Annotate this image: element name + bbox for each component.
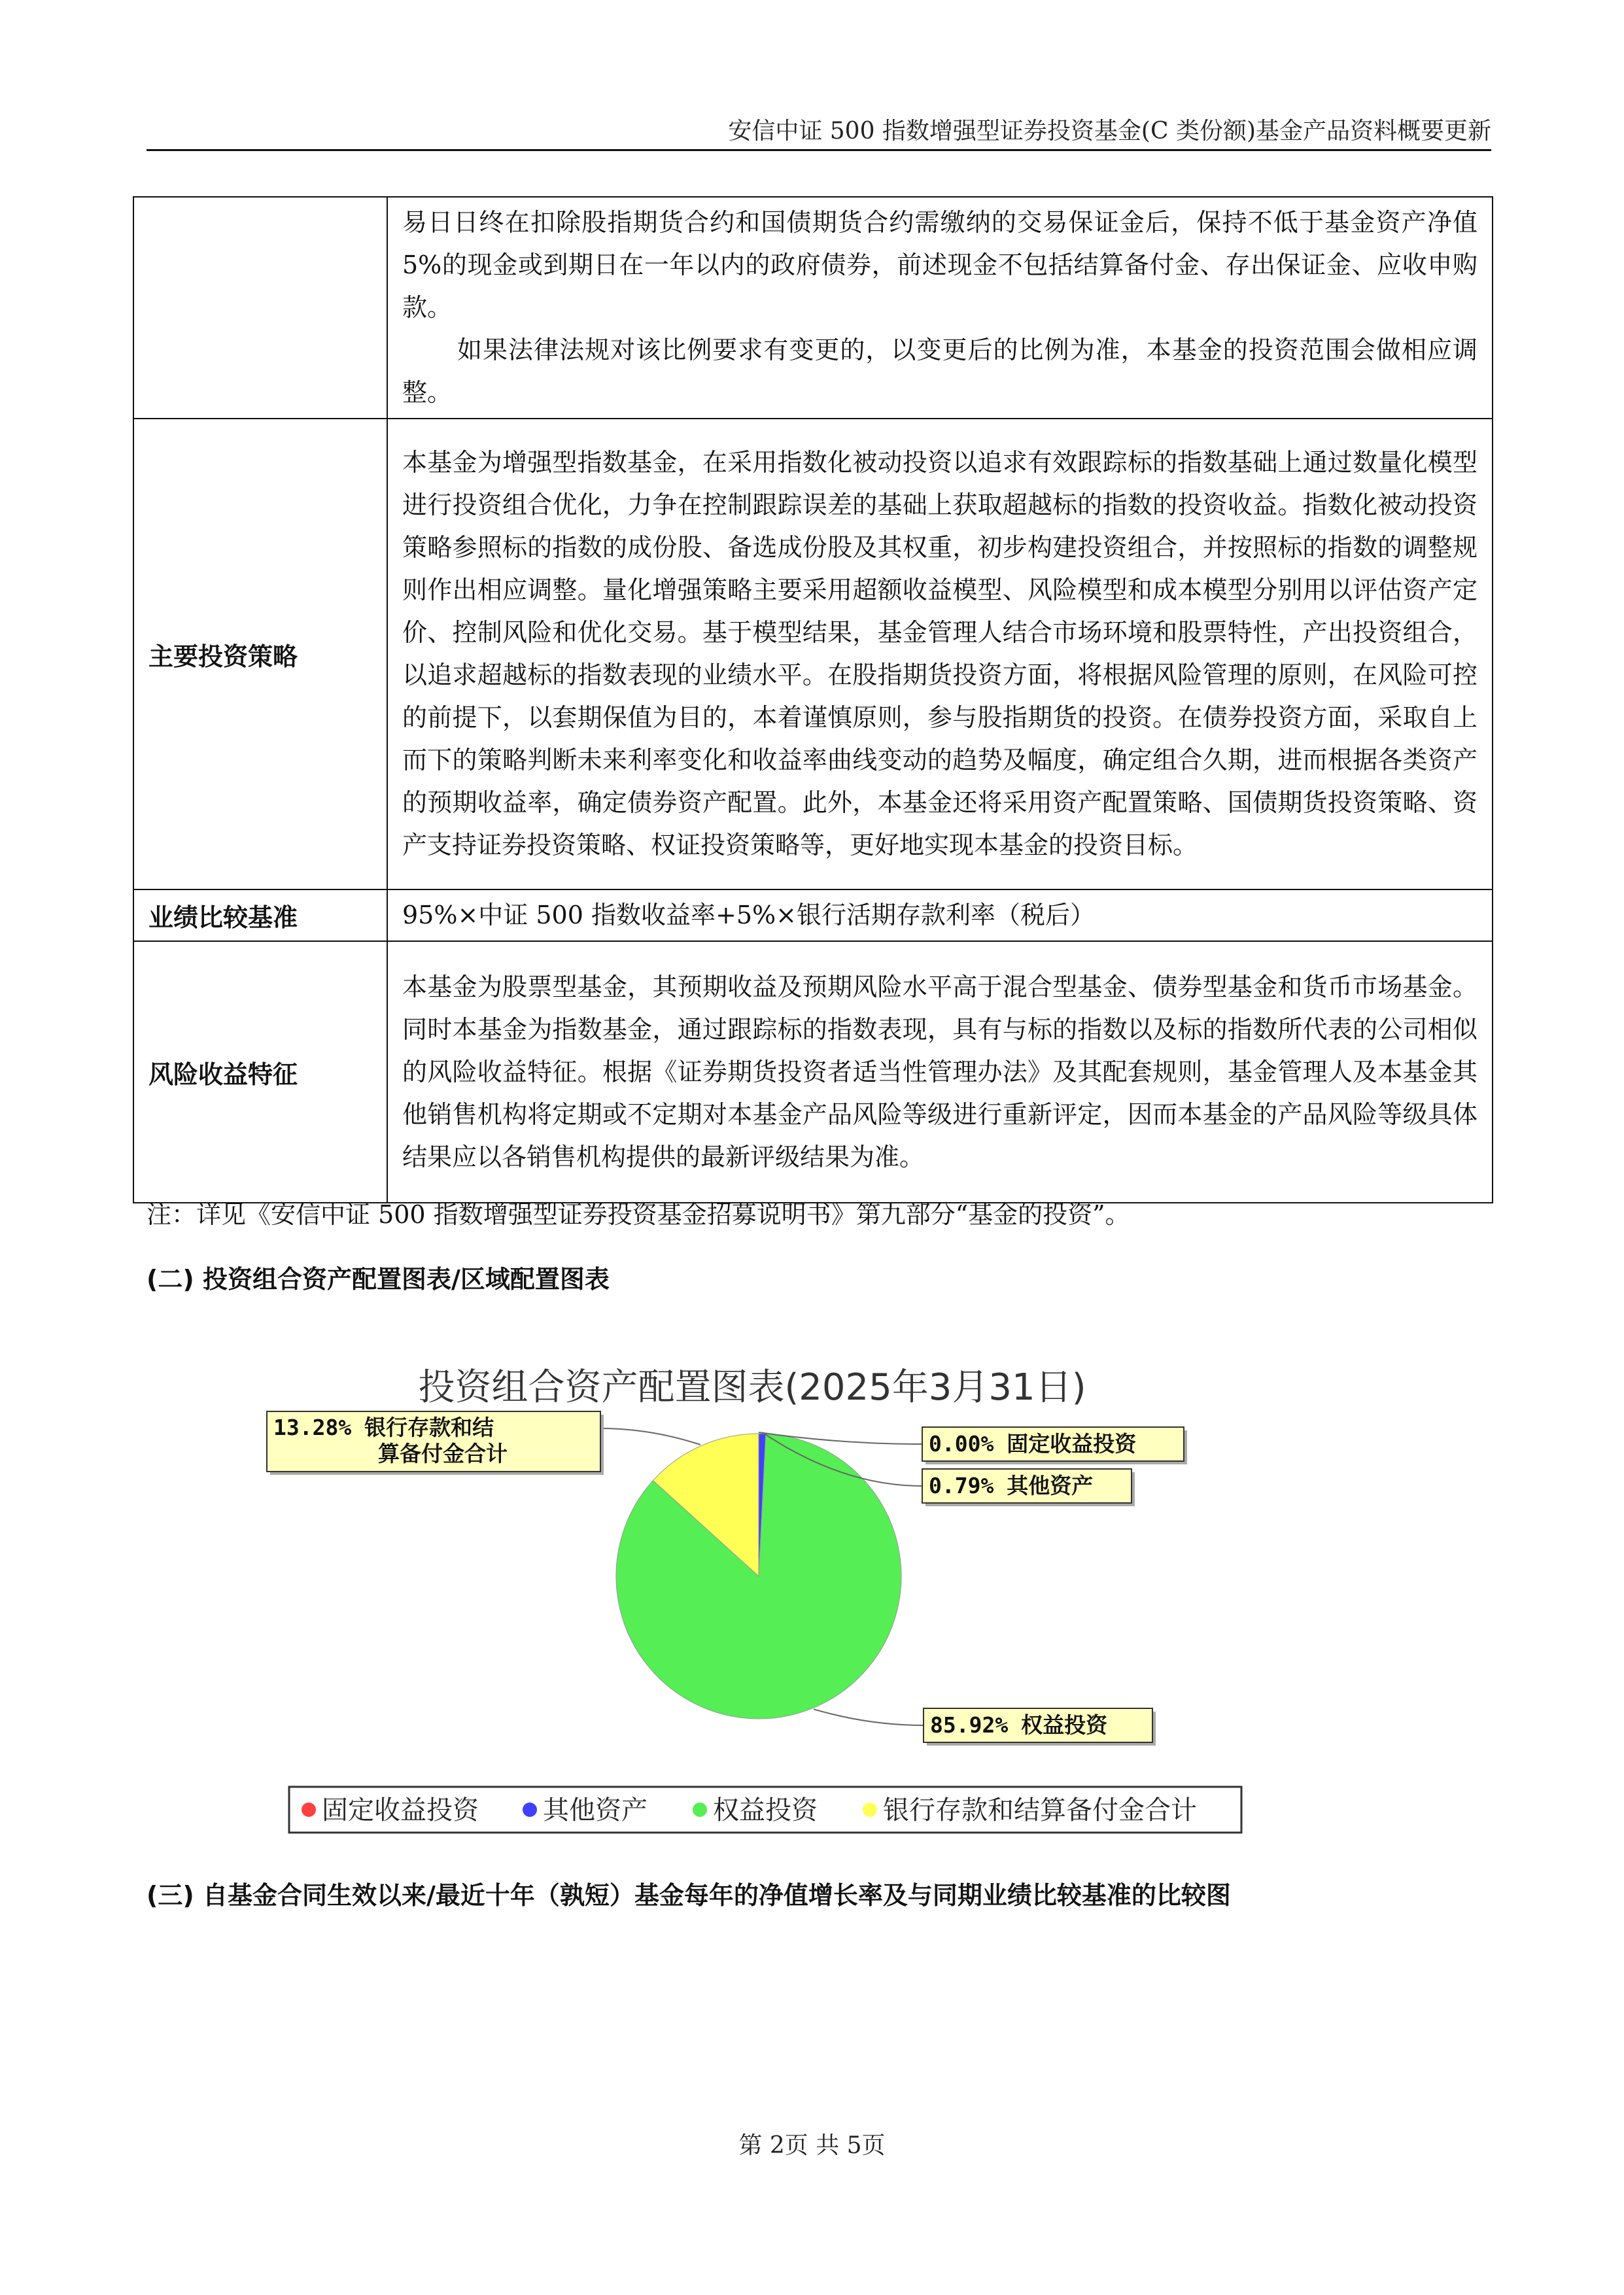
legend-label-3: 银行存款和结算备付金合计 bbox=[883, 1795, 1197, 1825]
callout-leader-2 bbox=[814, 1709, 924, 1725]
callout-label-1: 0.79% 其他资产 bbox=[929, 1473, 1094, 1498]
strategy-text: 本基金为增强型指数基金，在采用指数化被动投资以追求有效跟踪标的指数基础上通过数量化模型进行投资组合优化，力争在控制跟踪误差的基础上获取超越标的指数的投资收益。指数化被动投资策略参照标的指数的成份股、备选成份股及其权重，初步构建投资组合，并按照标的指数的调整规则作出相应调整。量化增强策略主要采用超额收益模型、风险模型和成本模型分别用以评估资产定价、控制风险和优化交易。基于模型结果，基金管理人结合市场环境和股票特性，产出投资组合，以追求超越标的指数表现的业绩水平。在股指期货投资方面，将根据风险管理的原则，在风险可控的前提下，以套期保值为目的，本着谨慎原则，参与股指期货的投资。在债券投资方面，采取自上而下的策略判断未来利率变化和收益率曲线变动的趋势及幅度，确定组合久期，进而根据各类资产的预期收益率，确定债券资产配置。此外，本基金还将采用资产配置策略、国债期货投资策略、资产支持证券投资策略、权证投资策略等，更好地实现本基金的投资目标。 bbox=[387, 419, 1493, 889]
callout-label-2: 85.92% 权益投资 bbox=[930, 1712, 1108, 1738]
row-label-benchmark: 业绩比较基准 bbox=[133, 889, 387, 941]
investment-scope-continuation bbox=[387, 197, 1493, 419]
legend-label-0: 固定收益投资 bbox=[322, 1795, 479, 1825]
callout-leader-3 bbox=[600, 1428, 700, 1445]
risk-text: 本基金为股票型基金，其预期收益及预期风险水平高于混合型基金、债券型基金和货币市场基金。同时本基金为指数基金，通过跟踪标的指数表现，具有与标的指数以及标的指数所代表的公司相似的风险收益特征。根据《证券期货投资者适当性管理办法》及其配套规则，基金管理人及本基金其他销售机构将定期或不定期对本基金产品风险等级进行重新评定，因而本基金的产品风险等级具体结果应以各销售机构提供的最新评级结果为准。 bbox=[387, 941, 1493, 1203]
legend-marker-1 bbox=[523, 1803, 537, 1817]
table-row bbox=[133, 197, 1493, 419]
legend-marker-3 bbox=[863, 1803, 877, 1817]
scope-paragraph-1: 易日日终在扣除股指期货合约和国债期货合约需缴纳的交易保证金后，保持不低于基金资产净值 5%的现金或到期日在一年以内的政府债券，前述现金不包括结算备付金、存出保证金、应收申购款。 bbox=[402, 208, 1477, 322]
page-number: 第 2页 共 5页 bbox=[738, 2132, 886, 2159]
section-2-title: (二) 投资组合资产配置图表/区域配置图表 bbox=[147, 1265, 610, 1294]
pie-slices bbox=[616, 1434, 901, 1719]
chart-legend bbox=[289, 1787, 1241, 1833]
table-row bbox=[133, 419, 1493, 889]
legend-label-2: 权益投资 bbox=[713, 1795, 818, 1825]
row-label-risk: 风险收益特征 bbox=[133, 941, 387, 1203]
legend-marker-2 bbox=[693, 1803, 707, 1817]
table-row bbox=[133, 889, 1493, 941]
benchmark-text: 95%×中证 500 指数收益率+5%×银行活期存款利率（税后） bbox=[387, 889, 1493, 941]
callout-label-3-0: 13.28% 银行存款和结 bbox=[273, 1415, 494, 1440]
scope-paragraph-2: 如果法律法规对该比例要求有变更的，以变更后的比例为准，本基金的投资范围会做相应调整。 bbox=[402, 336, 1477, 407]
asset-allocation-chart bbox=[262, 1347, 1243, 1844]
row-label-empty bbox=[133, 197, 387, 419]
table-row bbox=[133, 941, 1493, 1203]
callout-label-0: 0.00% 固定收益投资 bbox=[929, 1431, 1137, 1457]
section-3-title: (三) 自基金合同生效以来/最近十年（孰短）基金每年的净值增长率及与同期业绩比较基准的比较图 bbox=[147, 1881, 1231, 1910]
pie-chart-svg bbox=[262, 1347, 1243, 1844]
table-note: 注：详见《安信中证 500 指数增强型证券投资基金招募说明书》第九部分“基金的投资”。 bbox=[147, 1200, 1130, 1229]
legend-label-1: 其他资产 bbox=[543, 1795, 648, 1825]
callout-label-3-1: 算备付金合计 bbox=[378, 1441, 508, 1466]
legend-marker-0 bbox=[302, 1803, 316, 1817]
chart-title: 投资组合资产配置图表(2025年3月31日) bbox=[418, 1366, 1086, 1409]
header-rule bbox=[147, 149, 1491, 151]
header-title: 安信中证 500 指数增强型证券投资基金(C 类份额)基金产品资料概要更新 bbox=[728, 118, 1491, 145]
row-label-strategy: 主要投资策略 bbox=[133, 419, 387, 889]
fund-info-table bbox=[133, 196, 1493, 1203]
